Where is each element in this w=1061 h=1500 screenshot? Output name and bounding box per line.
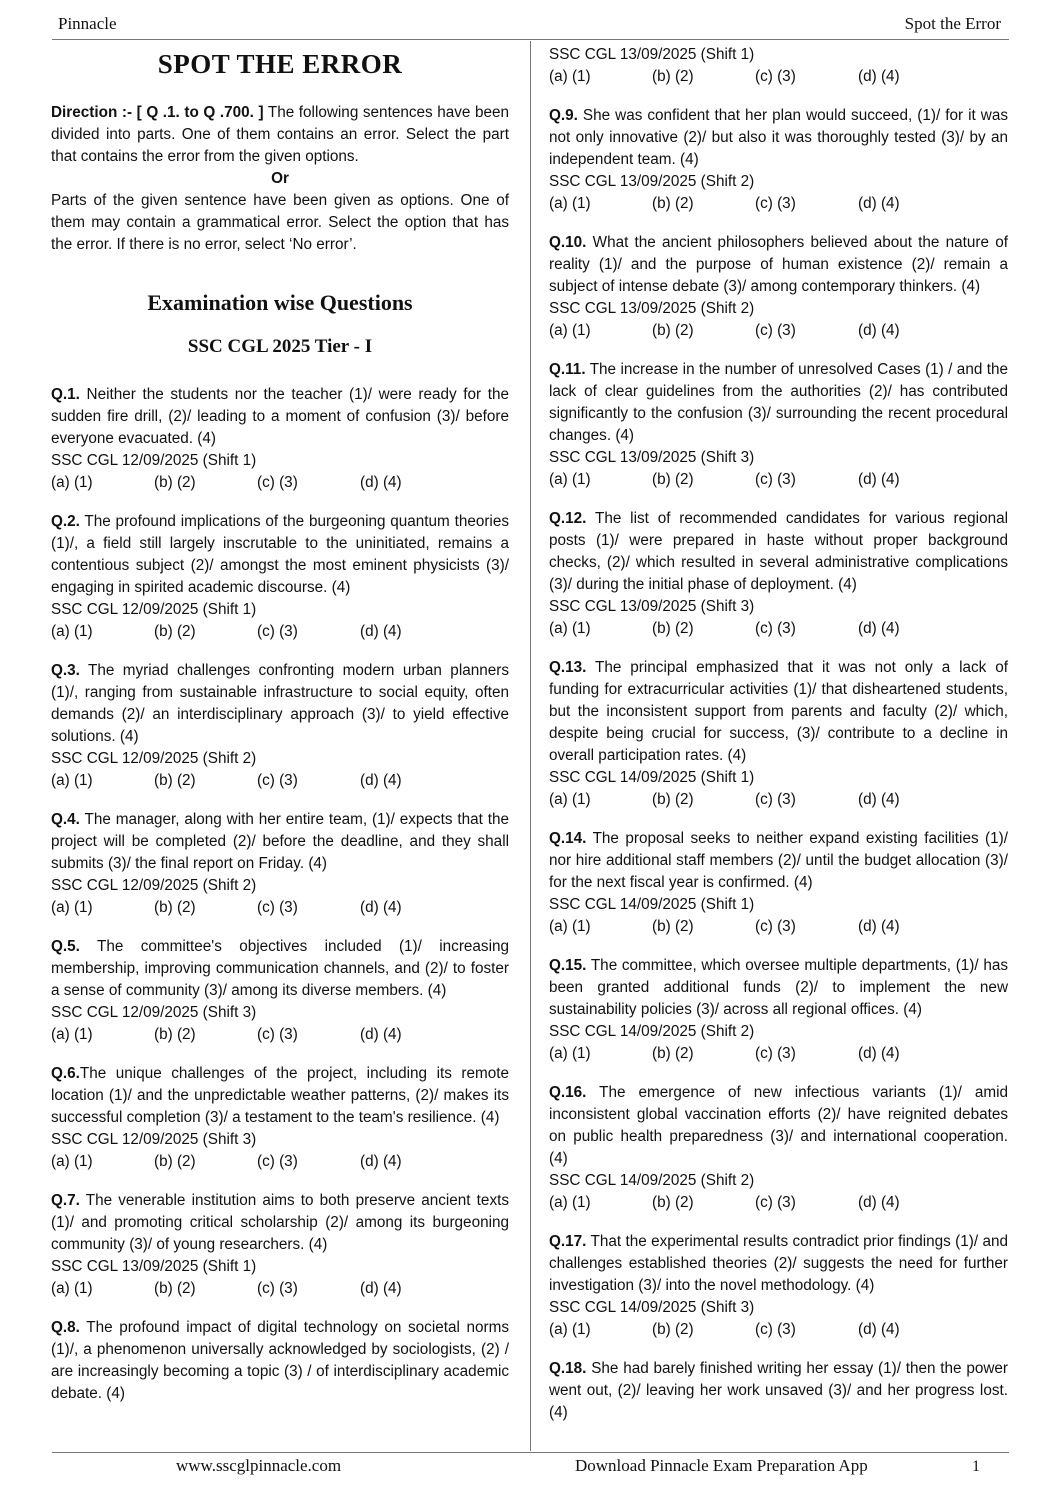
page-title: SPOT THE ERROR <box>157 49 403 79</box>
question-source: SSC CGL 12/09/2025 (Shift 1) <box>51 452 257 469</box>
option-c: (c) (3) <box>755 1321 796 1338</box>
option-d: (d) (4) <box>858 1194 900 1211</box>
option-a: (a) (1) <box>549 471 591 488</box>
question-body: The increase in the number of unresolved Cases (1) / and the lack of clear guidelines from the authorities (2)/ has contributed significantly to the confusion (3)/ surrounding the recent procedural changes. (4) <box>549 361 1008 444</box>
question-source: SSC CGL 14/09/2025 (Shift 1) <box>549 769 755 786</box>
direction-paragraph <box>51 102 509 168</box>
option-c: (c) (3) <box>257 772 298 789</box>
option-b: (b) (2) <box>154 1026 196 1043</box>
question-options <box>51 770 509 792</box>
question-block <box>549 232 1008 342</box>
option-d: (d) (4) <box>858 322 900 339</box>
option-c: (c) (3) <box>755 918 796 935</box>
question-number: Q.4. <box>51 811 80 828</box>
question-block <box>51 936 509 1046</box>
question-text <box>549 508 1008 596</box>
option-c: (c) (3) <box>755 1194 796 1211</box>
question-number: Q.16. <box>549 1084 587 1101</box>
question-body: The committee, which oversee multiple departments, (1)/ has been granted additional funds (2)/ to implement the new sustainability policies (3)/ across all regional offices. (4) <box>549 957 1008 1018</box>
question-number: Q.10. <box>549 234 587 251</box>
option-b: (b) (2) <box>154 474 196 491</box>
question-block <box>51 384 509 494</box>
left-column <box>51 44 509 1422</box>
question-number: Q.18. <box>549 1360 587 1377</box>
option-d: (d) (4) <box>360 899 402 916</box>
question-body: The list of recommended candidates for various regional posts (1)/ were prepared in haste without proper background checks, (2)/ which resulted in several administrative complications (3)/ during the initial phase of deployment. (4) <box>549 510 1008 593</box>
option-d: (d) (4) <box>858 620 900 637</box>
question-options <box>549 1192 1008 1214</box>
option-c: (c) (3) <box>257 1026 298 1043</box>
question-options <box>549 789 1008 811</box>
question-source: SSC CGL 12/09/2025 (Shift 1) <box>51 601 257 618</box>
question-source: SSC CGL 14/09/2025 (Shift 1) <box>549 896 755 913</box>
option-a: (a) (1) <box>549 620 591 637</box>
option-d: (d) (4) <box>360 474 402 491</box>
question-options <box>549 618 1008 640</box>
option-a: (a) (1) <box>51 623 93 640</box>
option-d: (d) (4) <box>360 772 402 789</box>
question-text <box>549 955 1008 1021</box>
option-a: (a) (1) <box>549 1194 591 1211</box>
question-block <box>549 359 1008 491</box>
question-source: SSC CGL 12/09/2025 (Shift 3) <box>51 1004 257 1021</box>
question-text <box>549 232 1008 298</box>
question-body: What the ancient philosophers believed about the nature of reality (1)/ and the purpose of human existence (2)/ remain a subject of intense debate (3)/ among contemporary thinkers. (4) <box>549 234 1008 295</box>
question-number: Q.14. <box>549 830 587 847</box>
question-source: SSC CGL 13/09/2025 (Shift 2) <box>549 173 755 190</box>
question-number: Q.7. <box>51 1192 80 1209</box>
question-block <box>51 1317 509 1405</box>
question-source: SSC CGL 13/09/2025 (Shift 1) <box>549 46 755 63</box>
option-a: (a) (1) <box>549 791 591 808</box>
footer-website: www.sscglpinnacle.com <box>176 1456 342 1475</box>
option-d: (d) (4) <box>858 195 900 212</box>
option-a: (a) (1) <box>51 1026 93 1043</box>
option-b: (b) (2) <box>154 899 196 916</box>
right-question-list <box>549 105 1008 1424</box>
question-options <box>51 1024 509 1046</box>
question-block <box>51 809 509 919</box>
question-options <box>549 1319 1008 1341</box>
header-divider <box>52 39 1009 40</box>
option-a: (a) (1) <box>549 1321 591 1338</box>
option-b: (b) (2) <box>154 772 196 789</box>
continued-question <box>549 44 1008 105</box>
question-number: Q.6. <box>51 1065 80 1082</box>
option-c: (c) (3) <box>257 1280 298 1297</box>
question-block <box>549 828 1008 938</box>
option-b: (b) (2) <box>154 1153 196 1170</box>
option-c: (c) (3) <box>257 1153 298 1170</box>
option-c: (c) (3) <box>755 1045 796 1062</box>
question-text <box>51 384 509 450</box>
option-b: (b) (2) <box>652 68 694 85</box>
question-options <box>51 897 509 919</box>
direction-alt-text: Parts of the given sentence have been given as options. One of them may contain a grammatical error. Select the option that has the error. If there is no error, select ‘No error’. <box>51 192 509 253</box>
question-body: That the experimental results contradict prior findings (1)/ and challenges established theories (2)/ suggests the need for further investigation (3)/ into the novel methodology. (4) <box>549 1233 1008 1294</box>
question-body: The profound impact of digital technology on societal norms (1)/, a phenomenon universally acknowledged by sociologists, (2) / are increasingly becoming a topic (3) / of interdisciplinary academic debate. (4) <box>51 1319 509 1402</box>
question-text <box>51 936 509 1002</box>
question-source: SSC CGL 14/09/2025 (Shift 2) <box>549 1172 755 1189</box>
question-text <box>51 511 509 599</box>
question-number: Q.13. <box>549 659 587 676</box>
option-a: (a) (1) <box>51 474 93 491</box>
question-block <box>549 105 1008 215</box>
footer-divider <box>52 1452 1009 1453</box>
option-d: (d) (4) <box>858 1045 900 1062</box>
question-source: SSC CGL 14/09/2025 (Shift 2) <box>549 1023 755 1040</box>
question-options <box>549 320 1008 342</box>
option-d: (d) (4) <box>360 1026 402 1043</box>
option-a: (a) (1) <box>549 68 591 85</box>
question-number: Q.9. <box>549 107 578 124</box>
option-b: (b) (2) <box>652 195 694 212</box>
option-c: (c) (3) <box>755 791 796 808</box>
question-text <box>51 1190 509 1256</box>
direction-or: Or <box>271 170 289 187</box>
option-c: (c) (3) <box>755 68 796 85</box>
option-c: (c) (3) <box>755 195 796 212</box>
question-source: SSC CGL 12/09/2025 (Shift 2) <box>51 877 257 894</box>
question-body: The emergence of new infectious variants (1)/ amid inconsistent global vaccination efforts (2)/ have reignited debates on public health preparedness (3)/ and international cooperation. (4) <box>549 1084 1008 1167</box>
option-c: (c) (3) <box>257 623 298 640</box>
option-c: (c) (3) <box>257 474 298 491</box>
question-body: The profound implications of the burgeoning quantum theories (1)/, a field still largely inscrutable to the uninitiated, remains a contentious subject (2)/ amongst the most eminent physicists (3)/ engaging in spirited academic discourse. (4) <box>51 513 509 596</box>
question-text <box>549 1358 1008 1424</box>
option-b: (b) (2) <box>652 1194 694 1211</box>
option-d: (d) (4) <box>858 918 900 935</box>
direction-label: Direction :- [ Q .1. to Q .700. ] <box>51 104 264 121</box>
question-body: She had barely finished writing her essay (1)/ then the power went out, (2)/ leaving her work unsaved (3)/ and her progress lost. (4) <box>549 1360 1008 1421</box>
question-text <box>51 1317 509 1405</box>
option-a: (a) (1) <box>549 1045 591 1062</box>
question-options <box>549 193 1008 215</box>
question-source: SSC CGL 13/09/2025 (Shift 2) <box>549 300 755 317</box>
option-b: (b) (2) <box>652 322 694 339</box>
question-text <box>51 1063 509 1129</box>
option-c: (c) (3) <box>755 471 796 488</box>
question-text <box>51 660 509 748</box>
option-d: (d) (4) <box>360 623 402 640</box>
question-number: Q.15. <box>549 957 587 974</box>
question-source: SSC CGL 12/09/2025 (Shift 3) <box>51 1131 257 1148</box>
question-body: Neither the students nor the teacher (1)/ were ready for the sudden fire drill, (2)/ leading to a moment of confusion (3)/ before everyone evacuated. (4) <box>51 386 509 447</box>
option-a: (a) (1) <box>549 195 591 212</box>
question-body: The principal emphasized that it was not only a lack of funding for extracurricular activities (1)/ that disheartened students, but the inconsistent support from parents and faculty (2)/ which, despite being crucial for success, (3)/ contribute to a decline in overall participation rates. (4) <box>549 659 1008 764</box>
question-block <box>51 660 509 792</box>
exam-title: SSC CGL 2025 Tier - I <box>187 336 373 357</box>
question-source: SSC CGL 13/09/2025 (Shift 3) <box>549 598 755 615</box>
question-body: The committee's objectives included (1)/ increasing membership, improving communication channels, and (2)/ to foster a sense of community (3)/ among its diverse members. (4) <box>51 938 509 999</box>
question-body: The venerable institution aims to both preserve ancient texts (1)/ and promoting critical scholarship (2)/ among its burgeoning community (3)/ of young researchers. (4) <box>51 1192 509 1253</box>
question-options <box>51 472 509 494</box>
question-text <box>549 105 1008 171</box>
option-a: (a) (1) <box>51 772 93 789</box>
question-number: Q.17. <box>549 1233 587 1250</box>
option-d: (d) (4) <box>858 471 900 488</box>
question-block <box>549 1082 1008 1214</box>
question-text <box>549 828 1008 894</box>
direction-text: The following sentences have been divided into parts. One of them contains an error. Select the part that contains the error from the given options. <box>51 104 509 165</box>
question-options <box>549 469 1008 491</box>
column-divider <box>530 41 531 1451</box>
question-text <box>549 1231 1008 1297</box>
question-block <box>51 1190 509 1300</box>
section-title: Examination wise Questions <box>147 290 413 315</box>
question-body: The proposal seeks to neither expand existing facilities (1)/ nor hire additional staff members (2)/ until the budget allocation (3)/ for the next fiscal year is confirmed. (4) <box>549 830 1008 891</box>
question-number: Q.1. <box>51 386 80 403</box>
option-d: (d) (4) <box>858 791 900 808</box>
option-b: (b) (2) <box>652 620 694 637</box>
option-c: (c) (3) <box>257 899 298 916</box>
option-b: (b) (2) <box>154 623 196 640</box>
question-body: The myriad challenges confronting modern urban planners (1)/, ranging from sustainable infrastructure to social equity, often demands (2)/ an interdisciplinary approach (3)/ to yield effective solutions. (4) <box>51 662 509 745</box>
header-topic: Spot the Error <box>904 14 1001 33</box>
question-block <box>549 1358 1008 1424</box>
option-d: (d) (4) <box>858 1321 900 1338</box>
question-number: Q.3. <box>51 662 80 679</box>
question-number: Q.12. <box>549 510 587 527</box>
option-d: (d) (4) <box>360 1153 402 1170</box>
question-number: Q.2. <box>51 513 80 530</box>
question-options <box>549 66 1008 88</box>
question-options <box>51 1278 509 1300</box>
left-question-list <box>51 384 509 1405</box>
option-b: (b) (2) <box>652 1045 694 1062</box>
question-number: Q.8. <box>51 1319 80 1336</box>
option-c: (c) (3) <box>755 322 796 339</box>
question-number: Q.5. <box>51 938 80 955</box>
header-brand: Pinnacle <box>58 14 117 33</box>
question-options <box>51 621 509 643</box>
page-number: 1 <box>972 1458 980 1475</box>
option-b: (b) (2) <box>652 471 694 488</box>
question-text <box>549 359 1008 447</box>
option-b: (b) (2) <box>652 791 694 808</box>
question-source: SSC CGL 13/09/2025 (Shift 1) <box>51 1258 257 1275</box>
option-c: (c) (3) <box>755 620 796 637</box>
option-a: (a) (1) <box>51 1153 93 1170</box>
option-a: (a) (1) <box>51 1280 93 1297</box>
option-a: (a) (1) <box>51 899 93 916</box>
question-body: The unique challenges of the project, including its remote location (1)/ and the unpredictable weather patterns, (2)/ makes its successful completion (3)/ a testament to the team's resilience. (4) <box>51 1065 509 1126</box>
option-d: (d) (4) <box>858 68 900 85</box>
footer-promo: Download Pinnacle Exam Preparation App <box>575 1456 868 1475</box>
question-text <box>549 657 1008 767</box>
question-body: The manager, along with her entire team, (1)/ expects that the project will be completed (2)/ before the deadline, and they shall submits (3)/ the final report on Friday. (4) <box>51 811 509 872</box>
option-a: (a) (1) <box>549 918 591 935</box>
option-b: (b) (2) <box>652 918 694 935</box>
option-b: (b) (2) <box>154 1280 196 1297</box>
question-options <box>549 1043 1008 1065</box>
question-block <box>549 1231 1008 1341</box>
right-column <box>549 44 1008 1441</box>
question-block <box>51 511 509 643</box>
question-text <box>549 1082 1008 1170</box>
question-options <box>51 1151 509 1173</box>
question-source: SSC CGL 14/09/2025 (Shift 3) <box>549 1299 755 1316</box>
question-source: SSC CGL 13/09/2025 (Shift 3) <box>549 449 755 466</box>
question-body: She was confident that her plan would succeed, (1)/ for it was not only innovative (2)/ but also it was thoroughly tested (3)/ by an independent team. (4) <box>549 107 1008 168</box>
question-block <box>549 657 1008 811</box>
option-a: (a) (1) <box>549 322 591 339</box>
question-block <box>51 1063 509 1173</box>
question-text <box>51 809 509 875</box>
question-source: SSC CGL 12/09/2025 (Shift 2) <box>51 750 257 767</box>
question-block <box>549 955 1008 1065</box>
question-block <box>549 508 1008 640</box>
option-d: (d) (4) <box>360 1280 402 1297</box>
option-b: (b) (2) <box>652 1321 694 1338</box>
question-number: Q.11. <box>549 361 586 378</box>
question-options <box>549 916 1008 938</box>
